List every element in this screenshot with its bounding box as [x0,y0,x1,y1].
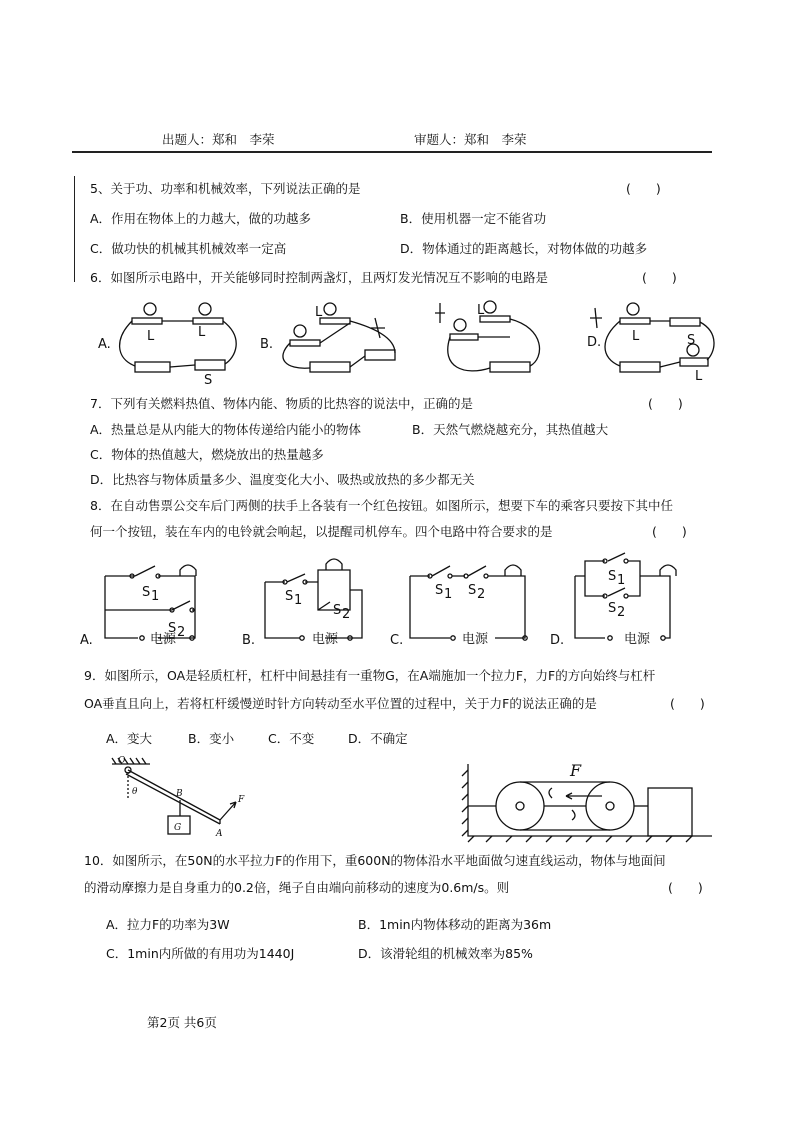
point-o: O [118,756,126,766]
lamp-icon [199,303,211,315]
svg-text:S: S [285,589,294,604]
force-f: F [238,795,245,805]
lamp-icon [324,303,336,315]
q5-option-c: C．做功快的机械其机械效率一定高 [90,241,287,256]
author-label: 出题人：郑和 李荣 [162,132,275,147]
q9-option-d: D．不确定 [348,731,408,746]
q6-label-a: A. [98,337,111,352]
lamp-icon [144,303,156,315]
q6-label-b: B. [260,337,274,352]
lamp-icon [454,319,466,331]
q6-circuit-figures [95,298,715,388]
q9-option-b: B．变小 [188,731,235,746]
svg-text:1: 1 [617,573,626,588]
svg-text:2: 2 [177,625,186,640]
weight-g: G [174,823,182,833]
svg-text:L: L [632,329,640,344]
q7-bracket: ( ) [648,396,683,411]
svg-text:S: S [687,333,696,348]
angle-theta: θ [132,787,138,797]
q6-circuit-b [260,303,395,372]
q9-bracket: ( ) [670,696,705,711]
q5-bracket: ( ) [626,181,661,196]
q5-option-b: B．使用机器一定不能省功 [400,211,547,226]
svg-text:L: L [315,305,323,320]
q7-option-c: C．物体的热值越大，燃烧放出的热量越多 [90,447,324,462]
q10-pulley-figure [462,760,712,840]
q10-option-c: C．1min内所做的有用功为1440J [106,946,295,961]
lamp-icon [294,325,306,337]
svg-text:2: 2 [617,605,626,620]
reviewer-label: 审题人：郑和 李荣 [414,132,527,147]
q8-bracket: ( ) [652,524,687,539]
svg-text:S: S [468,583,477,598]
q8-c-source: 电源 [462,632,489,647]
q7-option-b: B．天然气燃烧越充分，其热值越大 [412,422,609,437]
q9-stem-line1: 9．如图所示，OA是轻质杠杆，杠杆中间悬挂有一重物G，在A端施加一个拉力F，力F的方向始终与杠杆 [84,668,656,683]
q10-option-a: A．拉力F的功率为3W [106,917,230,932]
svg-text:1: 1 [444,587,453,602]
svg-text:C.: C. [390,633,404,648]
q10-bracket: ( ) [668,880,703,895]
q8-stem-line1: 8．在自动售票公交车后门两侧的扶手上各装有一个红色按钮。如图所示，想要下车的乘客只要按下其中任 [90,498,673,513]
lamp-icon [627,303,639,315]
bell-icon [660,565,676,576]
q6-circuit-a [98,303,236,388]
svg-text:D.: D. [550,633,565,648]
q6-circuit-d [587,303,714,384]
bell-icon [505,565,521,576]
q7-option-d: D．比热容与物体质量多少、温度变化大小、吸热或放热的多少都无关 [90,472,475,487]
svg-text:S: S [333,603,342,618]
svg-text:1: 1 [151,589,160,604]
svg-text:2: 2 [342,607,351,622]
q7-option-a: A．热量总是从内能大的物体传递给内能小的物体 [90,422,362,437]
q5-stem: 5、关于功、功率和机械效率，下列说法正确的是 [90,181,361,196]
svg-text:L: L [147,329,155,344]
q9-lever-figure [110,758,270,838]
svg-text:S: S [608,601,617,616]
q6-bracket: ( ) [642,270,677,285]
q6-circuit-c [435,301,540,372]
svg-text:L: L [198,325,206,340]
q8-a-source: 电源 [150,632,177,647]
page-number: 第2页 共6页 [147,1015,217,1030]
q8-circuit-a [80,565,196,648]
svg-text:L: L [477,303,485,318]
svg-text:S: S [608,569,617,584]
pulley-force-f: F [570,761,582,780]
q9-option-c: C．不变 [268,731,315,746]
svg-text:L: L [695,369,703,384]
header-rule [72,151,712,153]
q7-stem: 7．下列有关燃料热值、物体内能、物质的比热容的说法中，正确的是 [90,396,473,411]
q9-stem-line2: OA垂直且向上，若将杠杆缓慢逆时针方向转动至水平位置的过程中，关于力F的说法正确的是 [84,696,597,711]
q6-label-d: D. [587,335,602,350]
lamp-icon [484,301,496,313]
q8-b-source: 电源 [312,632,339,647]
bell-icon [326,559,342,570]
point-b: B [176,789,183,799]
margin-mark [74,176,75,282]
q8-circuit-c [390,565,527,648]
q9-option-a: A．变大 [106,731,153,746]
bell-icon [180,565,196,576]
q8-circuit-figures [80,556,720,652]
q5-option-a: A．作用在物体上的力越大，做的功越多 [90,211,312,226]
svg-text:S: S [168,621,177,636]
svg-text:S: S [142,585,151,600]
q5-option-d: D．物体通过的距离越长，对物体做的功越多 [400,241,648,256]
svg-text:S: S [435,583,444,598]
svg-text:B.: B. [242,633,256,648]
q10-option-b: B．1min内物体移动的距离为36m [358,917,552,932]
q10-stem-line1: 10．如图所示，在50N的水平拉力F的作用下，重600N的物体沿水平地面做匀速直线运动，物体与地面间 [84,853,666,868]
q10-stem-line2: 的滑动摩擦力是自身重力的0.2倍，绳子自由端向前移动的速度为0.6m/s。则 [84,880,510,895]
q8-d-source: 电源 [624,632,651,647]
svg-text:S: S [204,373,213,388]
svg-text:1: 1 [294,593,303,608]
svg-text:A.: A. [80,633,93,648]
q8-circuit-b [242,559,362,648]
point-a: A [216,829,223,839]
q10-option-d: D．该滑轮组的机械效率为85% [358,946,533,961]
q8-circuit-d [550,553,676,648]
q8-stem-line2: 何一个按钮，装在车内的电铃就会响起，以提醒司机停车。四个电路中符合要求的是 [90,524,553,539]
q6-stem: 6．如图所示电路中，开关能够同时控制两盏灯，且两灯发光情况互不影响的电路是 [90,270,548,285]
svg-text:2: 2 [477,587,486,602]
